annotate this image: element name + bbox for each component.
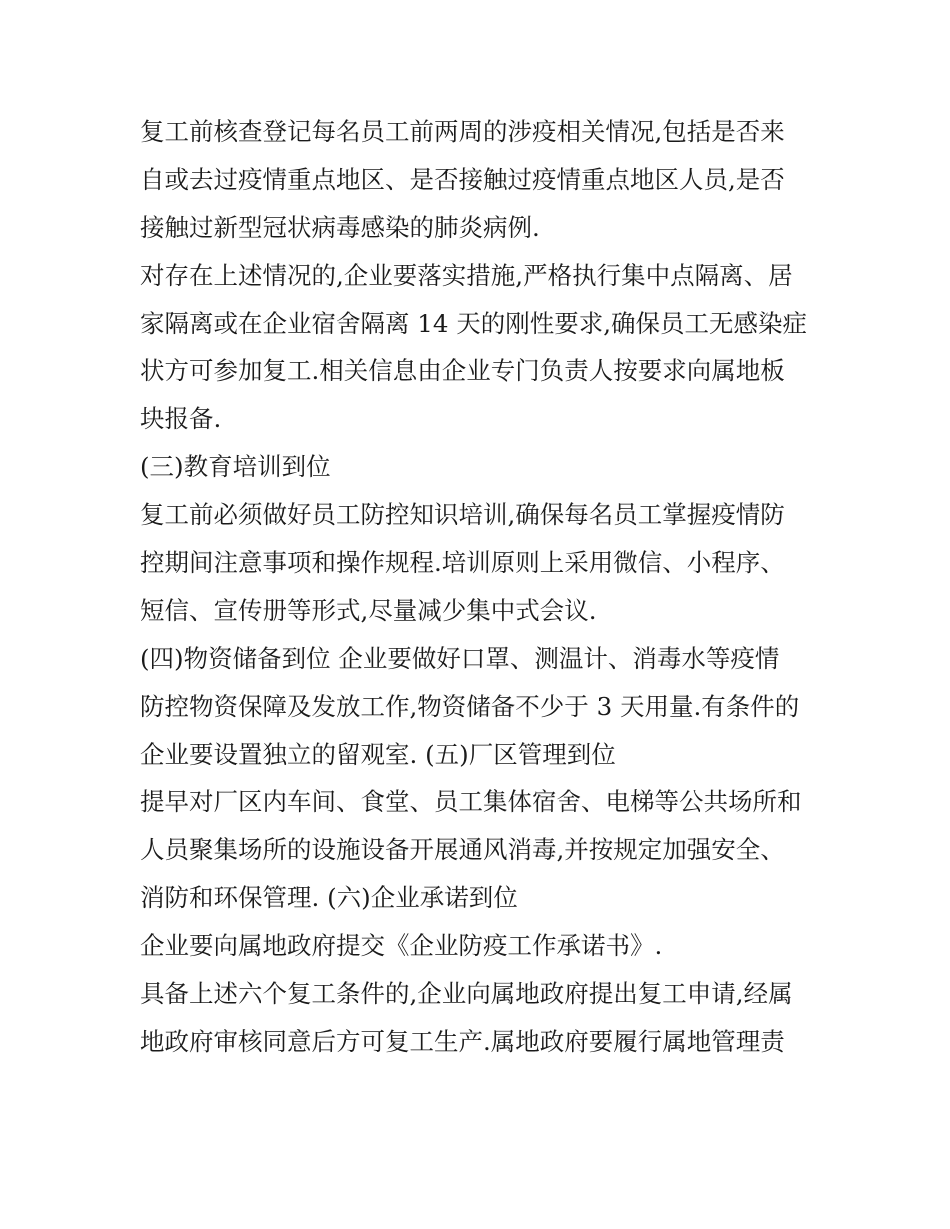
text-line: 人员聚集场所的设施设备开展通风消毒,并按规定加强安全、 [140, 835, 785, 865]
section-heading: (三)教育培训到位 [140, 452, 331, 482]
document-body [140, 108, 840, 1066]
text-line: 防控物资保障及发放工作,物资储备不少于 3 天用量.有条件的 [140, 691, 800, 721]
text-line: 块报备. [140, 404, 222, 434]
text-line: 企业要向属地政府提交《企业防疫工作承诺书》. [140, 931, 663, 961]
text-line: 复工前必须做好员工防控知识培训,确保每名员工掌握疫情防 [140, 500, 785, 530]
text-line: 消防和环保管理. (六)企业承诺到位 [140, 883, 518, 913]
text-line: 接触过新型冠状病毒感染的肺炎病例. [140, 212, 540, 242]
text-line: 状方可参加复工.相关信息由企业专门负责人按要求向属地板 [140, 356, 785, 386]
text-line: 复工前核查登记每名员工前两周的涉疫相关情况,包括是否来 [140, 117, 785, 146]
text-line: 企业要设置独立的留观室. (五)厂区管理到位 [140, 739, 616, 769]
text-line: 提早对厂区内车间、食堂、员工集体宿舍、电梯等公共场所和 [140, 787, 802, 817]
text-line: 地政府审核同意后方可复工生产.属地政府要履行属地管理责 [140, 1026, 785, 1056]
text-line: 对存在上述情况的,企业要落实措施,严格执行集中点隔离、居 [140, 260, 793, 290]
text-line: 短信、宣传册等形式,尽量减少集中式会议. [140, 595, 597, 625]
text-line: 控期间注意事项和操作规程.培训原则上采用微信、小程序、 [140, 548, 785, 578]
text-line: 自或去过疫情重点地区、是否接触过疫情重点地区人员,是否 [140, 164, 785, 194]
text-line: (四)物资储备到位 企业要做好口罩、测温计、消毒水等疫情 [140, 643, 780, 673]
text-line: 具备上述六个复工条件的,企业向属地政府提出复工申请,经属 [140, 979, 793, 1009]
text-line: 家隔离或在企业宿舍隔离 14 天的刚性要求,确保员工无感染症 [140, 308, 808, 338]
